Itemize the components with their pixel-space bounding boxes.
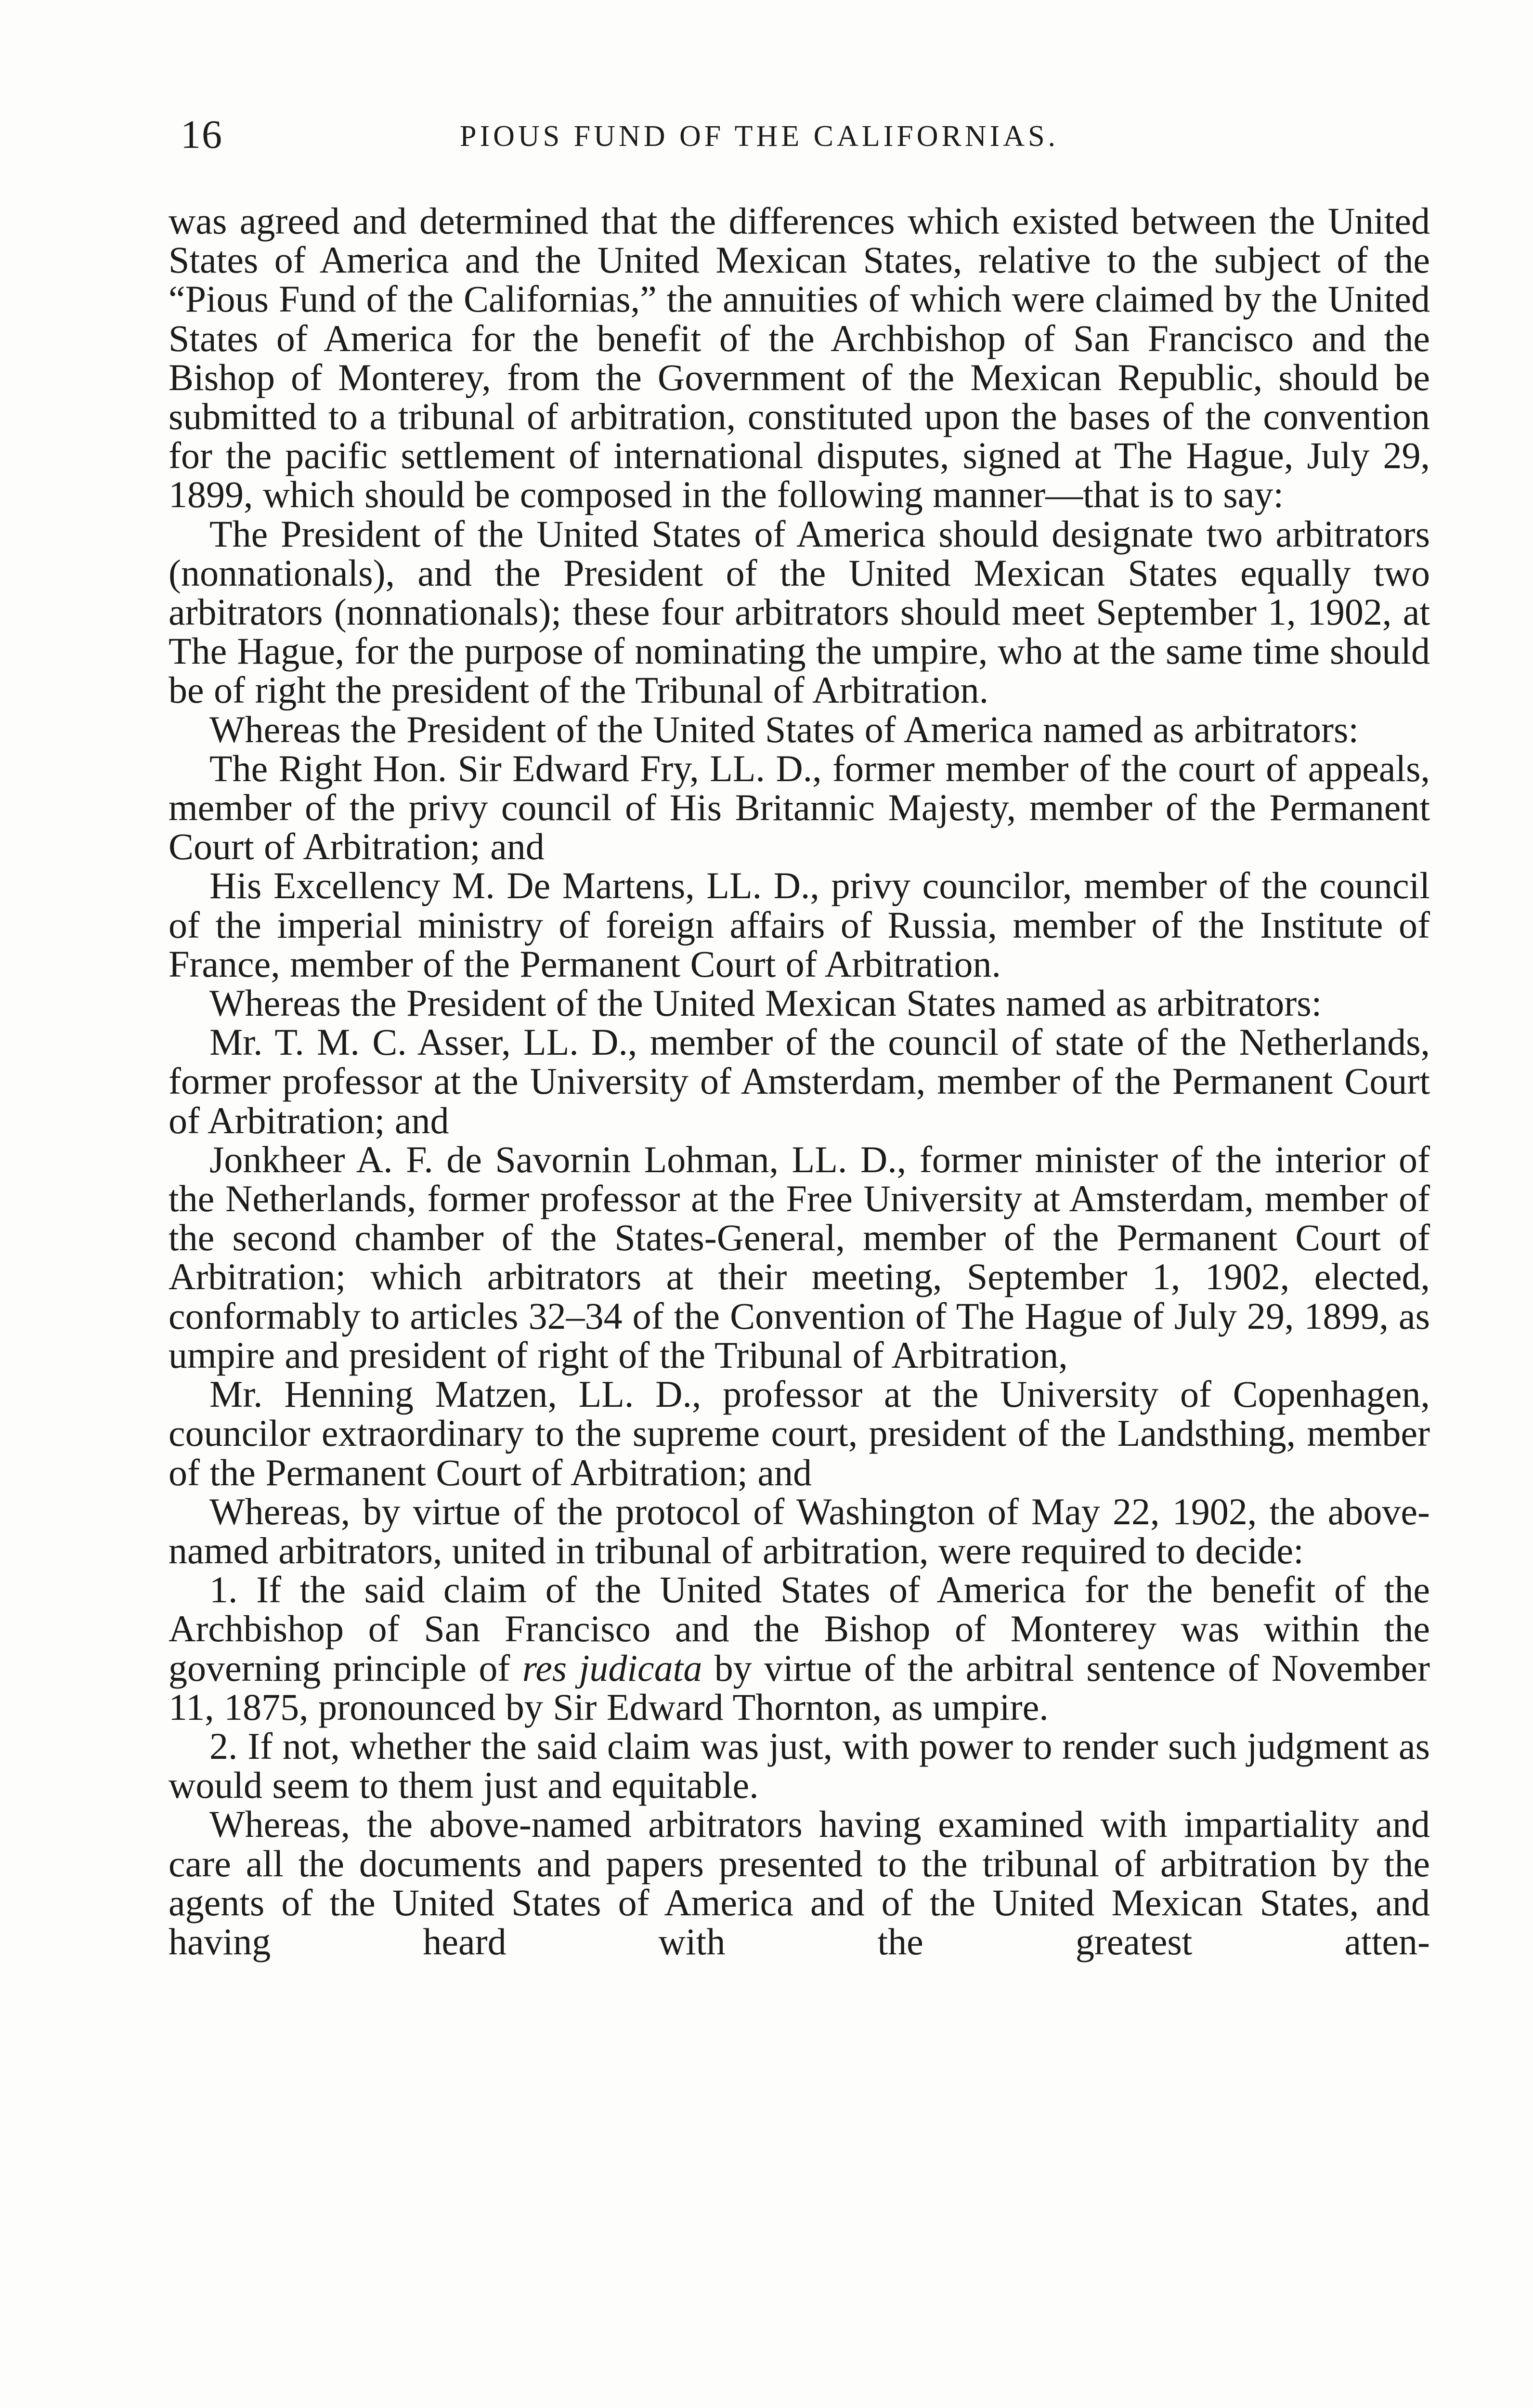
paragraph-arbitrator-fry: The Right Hon. Sir Edward Fry, LL. D., former member of the court of appeals, member of the privy council of His Britannic Majesty, member of the Permanent Court of Arbitration; and	[169, 747, 1430, 868]
paragraph-us-arbitrators-intro: Whereas the President of the United States of America named as arbitrators:	[209, 708, 1359, 750]
question-1-text-before: 1. If the said claim of the United States of America for the benefit of the Archbishop of San Francisco and the Bishop of Monterey was within the governing principle of	[169, 1569, 1430, 1689]
paragraph-mexican-arbitrators-intro: Whereas the President of the United Mexican States named as arbitrators:	[209, 982, 1322, 1024]
paragraph-question-1	[169, 1570, 1430, 1727]
page-header	[171, 108, 1437, 161]
page-number: 16	[181, 112, 223, 157]
paragraph-protocol-questions: Whereas, by virtue of the protocol of Washington of May 22, 1902, the above-named arbitrators, united in tribunal of arbitration, were required to decide:	[169, 1490, 1430, 1571]
paragraph-umpire-matzen: Mr. Henning Matzen, LL. D., professor at the University of Copenhagen, councilor extraordinary to the supreme court, president of the Landsthing, member of the Permanent Court of Arbitration; and	[169, 1373, 1430, 1493]
paragraph-arbitrator-lohman: Jonkheer A. F. de Savornin Lohman, LL. D., former minister of the interior of the Netherlands, former professor at the Free University at Amsterdam, member of the second chamber of the States-General, member of the Permanent Court of Arbitration; which arbitrators at their meeting, September 1, 1902, elected, conformably to articles 32–34 of the Convention of The Hague of July 29, 1899, as umpire and president of right of the Tribunal of Arbitration,	[169, 1138, 1430, 1376]
running-title: PIOUS FUND OF THE CALIFORNIAS.	[460, 120, 1059, 153]
paragraph-examination: Whereas, the above-named arbitrators having examined with impartiality and care all the documents and papers presented to the tribunal of arbitration by the agents of the United States of America and of the United Mexican States, and having heard with the greatest atten-	[169, 1803, 1430, 1963]
question-1-italic-term: res judicata	[522, 1647, 702, 1689]
paragraph-continuation: was agreed and determined that the differences which existed between the United States of America and the United Mexican States, relative to the subject of the “Pious Fund of the Californias,” the annuities of which were claimed by the United States of America for the benefit of the Archbishop of San Francisco and the Bishop of Monterey, from the Government of the Mexican Republic, should be submitted to a tribunal of arbitration, constituted upon the bases of the convention for the pacific settlement of international disputes, signed at The Hague, July 29, 1899, which should be composed in the following manner—that is to say:	[169, 200, 1430, 516]
body-text	[169, 201, 1430, 1961]
paragraph-arbitrator-designation: The President of the United States of America should designate two arbitrators (nonnationals), and the President of the United Mexican States equally two arbitrators (nonnationals); these four arbitrators should meet September 1, 1902, at The Hague, for the purpose of nominating the umpire, who at the same time should be of right the president of the Tribunal of Arbitration.	[169, 512, 1430, 711]
paragraph-arbitrator-de-martens: His Excellency M. De Martens, LL. D., privy councilor, member of the council of the imperial ministry of foreign affairs of Russia, member of the Institute of France, member of the Permanent Court of Arbitration.	[169, 864, 1430, 985]
paragraph-arbitrator-asser: Mr. T. M. C. Asser, LL. D., member of the council of state of the Netherlands, former professor at the University of Amsterdam, member of the Permanent Court of Arbitration; and	[169, 1021, 1430, 1141]
question-1-text-after: by virtue of the arbitral sentence of November 11, 1875, pronounced by Sir Edward Thornton, as umpire.	[169, 1647, 1430, 1728]
paragraph-question-2: 2. If not, whether the said claim was just, with power to render such judgment as would seem to them just and equitable.	[169, 1725, 1430, 1806]
